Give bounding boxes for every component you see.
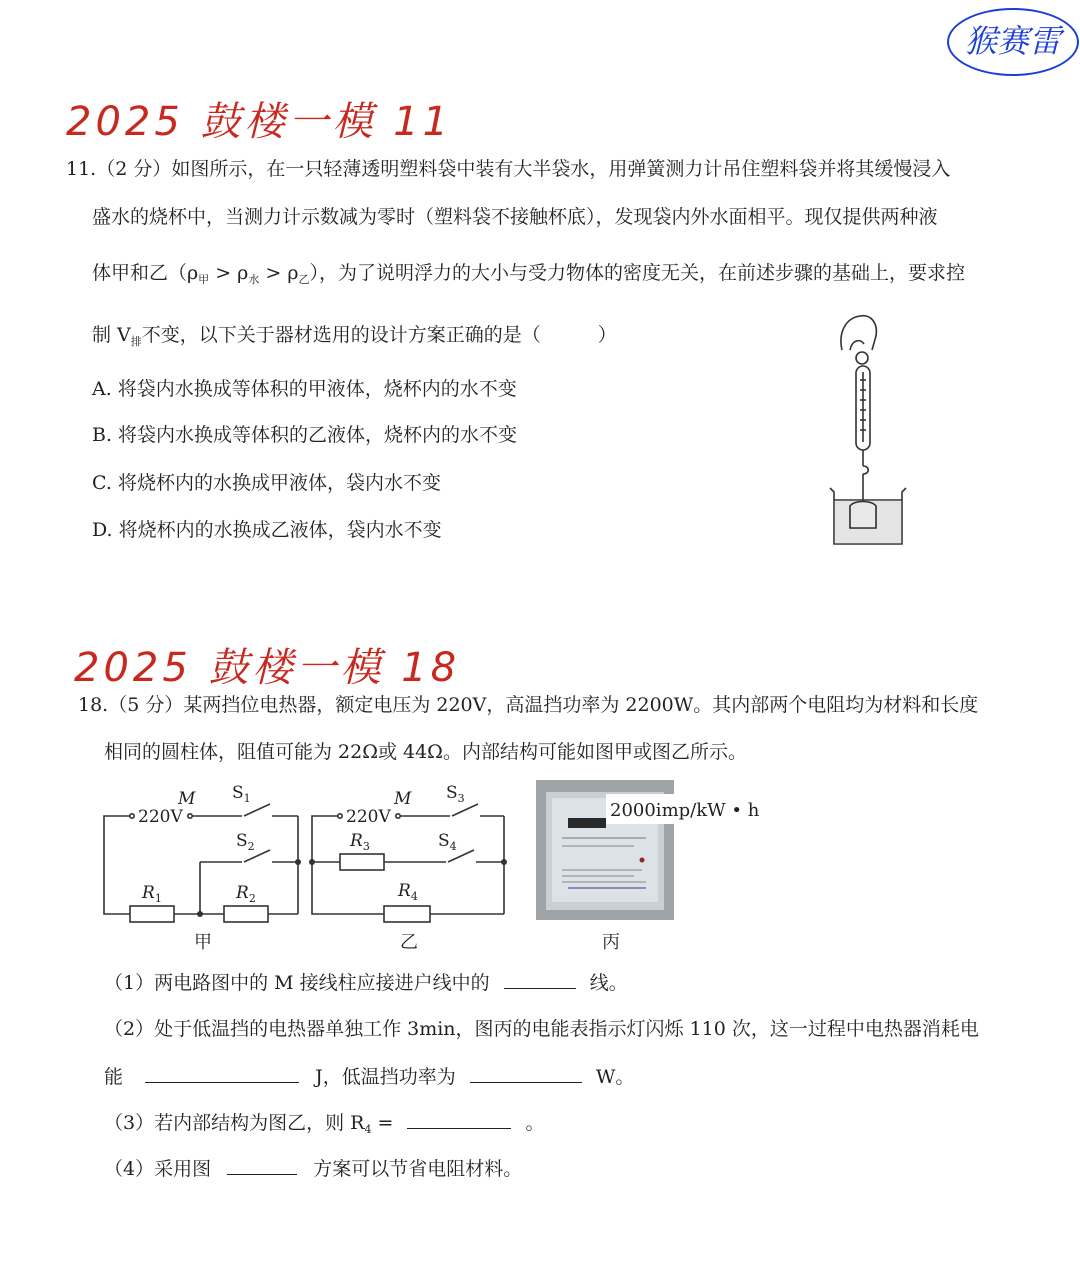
fig-a-s2: $S_2$ bbox=[236, 831, 255, 853]
q18-handwritten-heading: 2025 鼓楼一模 18 bbox=[74, 645, 461, 691]
fig-a-r2: $R_2$ bbox=[236, 883, 256, 905]
fig-b-caption: 乙 bbox=[400, 932, 418, 953]
answer-blank-4[interactable] bbox=[227, 1158, 297, 1175]
q18-circuit-figures bbox=[94, 776, 784, 956]
q11-option-a: A. 将袋内水换成等体积的甲液体，烧杯内的水不变 bbox=[92, 378, 517, 400]
fig-b-s4: $S_4$ bbox=[438, 831, 457, 853]
q18-line-2: 相同的圆柱体，阻值可能为 22Ω或 44Ω。内部结构可能如图甲或图乙所示。 bbox=[104, 741, 747, 763]
q11-line-2: 盛水的烧杯中，当测力计示数减为零时（塑料袋不接触杯底），发现袋内外水面相平。现仅提供两种液 bbox=[92, 206, 938, 228]
fig-c-meter-label: 2000imp/kW • h bbox=[610, 800, 760, 821]
q18-sub3: （3）若内部结构为图乙，则 $R_4$ = 。 bbox=[104, 1112, 545, 1136]
q11-option-c: C. 将烧杯内的水换成甲液体，袋内水不变 bbox=[92, 472, 441, 494]
answer-blank-1[interactable] bbox=[504, 972, 576, 989]
q11-line-4: 制 $V_排$不变，以下关于器材选用的设计方案正确的是（ ） bbox=[92, 324, 617, 348]
fig-a-voltage: 220V bbox=[138, 807, 183, 827]
q18-sub1: （1）两电路图中的 M 接线柱应接进户线中的 线。 bbox=[104, 972, 628, 994]
q18-sub4: （4）采用图 方案可以节省电阻材料。 bbox=[104, 1158, 523, 1180]
fig-c-caption: 丙 bbox=[602, 932, 620, 953]
q18-sub2-line-2: 能 J，低温挡功率为 W。 bbox=[104, 1066, 635, 1088]
answer-blank-3[interactable] bbox=[407, 1112, 511, 1129]
q11-line-1: 11.（2 分）如图所示，在一只轻薄透明塑料袋中装有大半袋水，用弹簧测力计吊住塑料袋并将其缓慢浸入 bbox=[66, 158, 951, 180]
fig-a-caption: 甲 bbox=[194, 932, 212, 953]
fig-b-s3: $S_3$ bbox=[446, 783, 465, 805]
answer-blank-2a[interactable] bbox=[145, 1066, 299, 1083]
author-stamp: 猴赛雷 bbox=[947, 8, 1079, 76]
fig-a-r1: $R_1$ bbox=[142, 883, 162, 905]
q11-option-d: D. 将烧杯内的水换成乙液体，袋内水不变 bbox=[92, 519, 442, 541]
fig-b-voltage: 220V bbox=[346, 807, 391, 827]
q11-line-3: 体甲和乙$(\rho_甲 > \rho_水 > \rho_乙)$，为了说明浮力的大小与受力物体的密度无关，在前述步骤的基础上，要求控 bbox=[92, 262, 966, 286]
fig-b-terminal-m: M bbox=[394, 789, 412, 809]
fig-a-terminal-m: M bbox=[178, 789, 196, 809]
fig-b-r4: $R_4$ bbox=[398, 881, 418, 903]
q11-handwritten-heading: 2025 鼓楼一模 11 bbox=[66, 99, 453, 145]
answer-blank-2b[interactable] bbox=[470, 1066, 582, 1083]
q11-spring-scale-beaker-figure bbox=[820, 310, 920, 550]
fig-a-s1: $S_1$ bbox=[232, 783, 251, 805]
q18-sub2-line-1: （2）处于低温挡的电热器单独工作 3min，图丙的电能表指示灯闪烁 110 次，这一过程中电热器消耗电 bbox=[104, 1018, 979, 1040]
q18-line-1: 18.（5 分）某两挡位电热器，额定电压为 220V，高温挡功率为 2200W。其内部两个电阻均为材料和长度 bbox=[78, 694, 979, 716]
q11-option-b: B. 将袋内水换成等体积的乙液体，烧杯内的水不变 bbox=[92, 424, 518, 446]
fig-b-r3: $R_3$ bbox=[350, 831, 370, 853]
